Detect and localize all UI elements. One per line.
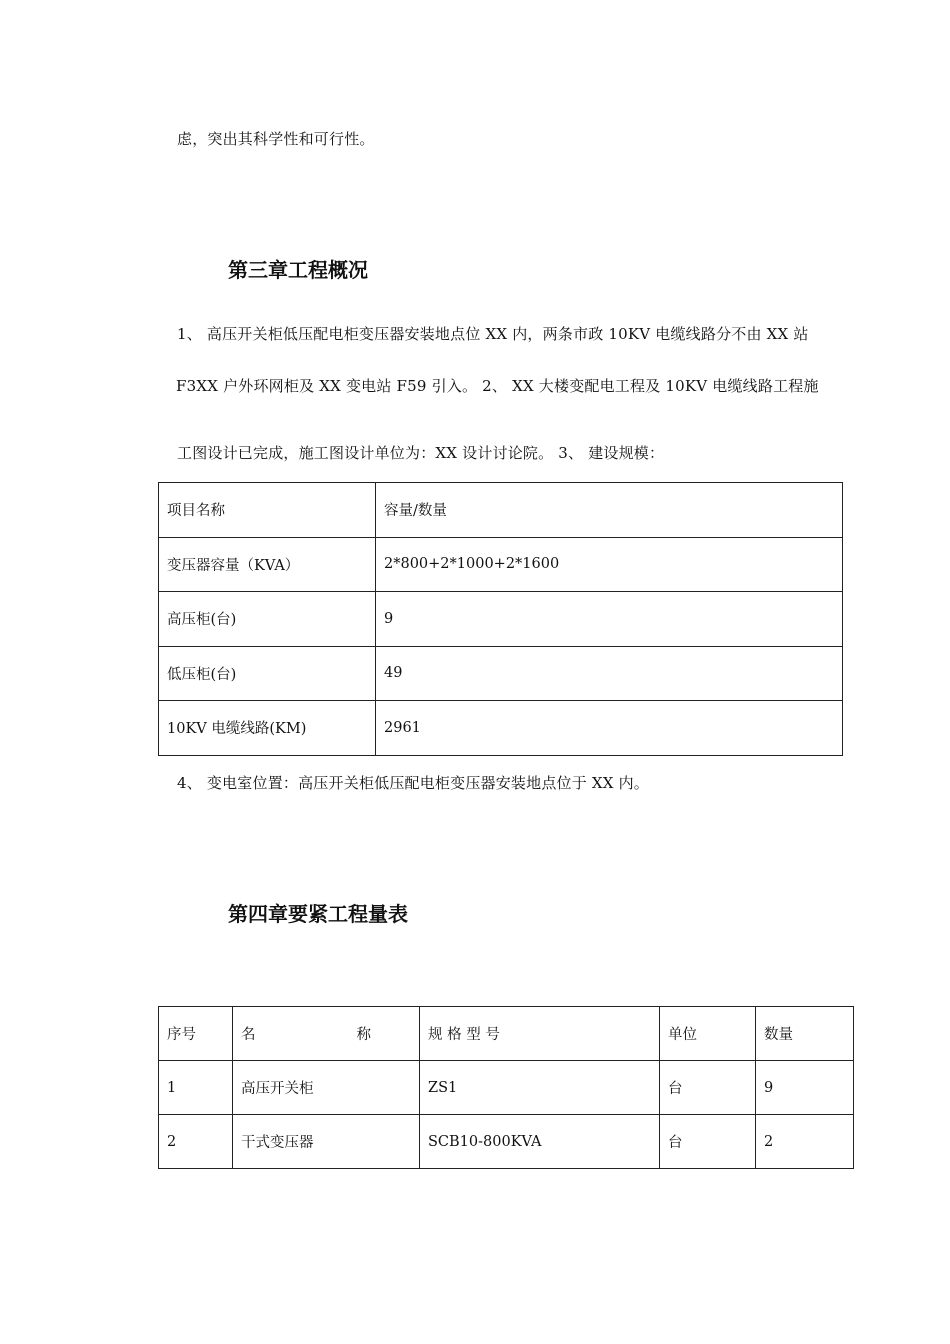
table-cell: 台 (660, 1115, 756, 1169)
header-name-part-b: 称 (356, 1027, 371, 1043)
table-cell: 49 (376, 646, 843, 701)
table-cell: 变压器容量（KVA） (159, 537, 376, 592)
table-cell: 1 (159, 1061, 233, 1115)
table-cell: ZS1 (420, 1061, 660, 1115)
table-cell: 项目名称 (159, 483, 376, 538)
table-cell: 台 (660, 1061, 756, 1115)
header-cell-spec: 规 格 型 号 (420, 1007, 660, 1061)
table-row (159, 646, 843, 701)
table-row (159, 1115, 854, 1169)
table-row (159, 1061, 854, 1115)
header-cell-seq: 序号 (159, 1007, 233, 1061)
chapter-4-heading: 第四章要紧工程量表 (228, 902, 408, 926)
construction-scale-table (158, 482, 843, 756)
table-row (159, 483, 843, 538)
table-cell: 低压柜(台) (159, 646, 376, 701)
header-cell-name (233, 1007, 420, 1061)
chapter-3-heading: 第三章工程概况 (228, 258, 368, 282)
table-cell: 10KV 电缆线路(KM) (159, 701, 376, 756)
table-cell: 2961 (376, 701, 843, 756)
table-cell: 2*800+2*1000+2*1600 (376, 537, 843, 592)
header-cell-qty: 数量 (756, 1007, 854, 1061)
table-header-row (159, 1007, 854, 1061)
table-cell: 9 (376, 592, 843, 647)
header-name-part-a: 名 (241, 1027, 256, 1043)
paragraph-line-3: 工图设计已完成，施工图设计单位为：XX 设计讨论院。 3、 建设规模： (177, 444, 665, 462)
paragraph-continuation: 虑，突出其科学性和可行性。 (177, 130, 375, 148)
table-cell: 容量/数量 (376, 483, 843, 538)
table-cell: 高压开关柜 (233, 1061, 420, 1115)
paragraph-line-4: 4、 变电室位置：高压开关柜低压配电柜变压器安装地点位于 XX 内。 (177, 774, 650, 792)
table-cell: 2 (756, 1115, 854, 1169)
table-cell: SCB10-800KVA (420, 1115, 660, 1169)
header-cell-unit: 单位 (660, 1007, 756, 1061)
table-row (159, 592, 843, 647)
table-cell: 高压柜(台) (159, 592, 376, 647)
paragraph-line-1: 1、 高压开关柜低压配电柜变压器安装地点位 XX 内，两条市政 10KV 电缆线路分不由 XX 站 (177, 325, 809, 343)
table-cell: 9 (756, 1061, 854, 1115)
table-row (159, 701, 843, 756)
table-cell: 干式变压器 (233, 1115, 420, 1169)
table-row (159, 537, 843, 592)
paragraph-line-2: F3XX 户外环网柜及 XX 变电站 F59 引入。 2、 XX 大楼变配电工程及 10KV 电缆线路工程施 (176, 377, 819, 395)
main-quantities-table (158, 1006, 854, 1169)
table-cell: 2 (159, 1115, 233, 1169)
